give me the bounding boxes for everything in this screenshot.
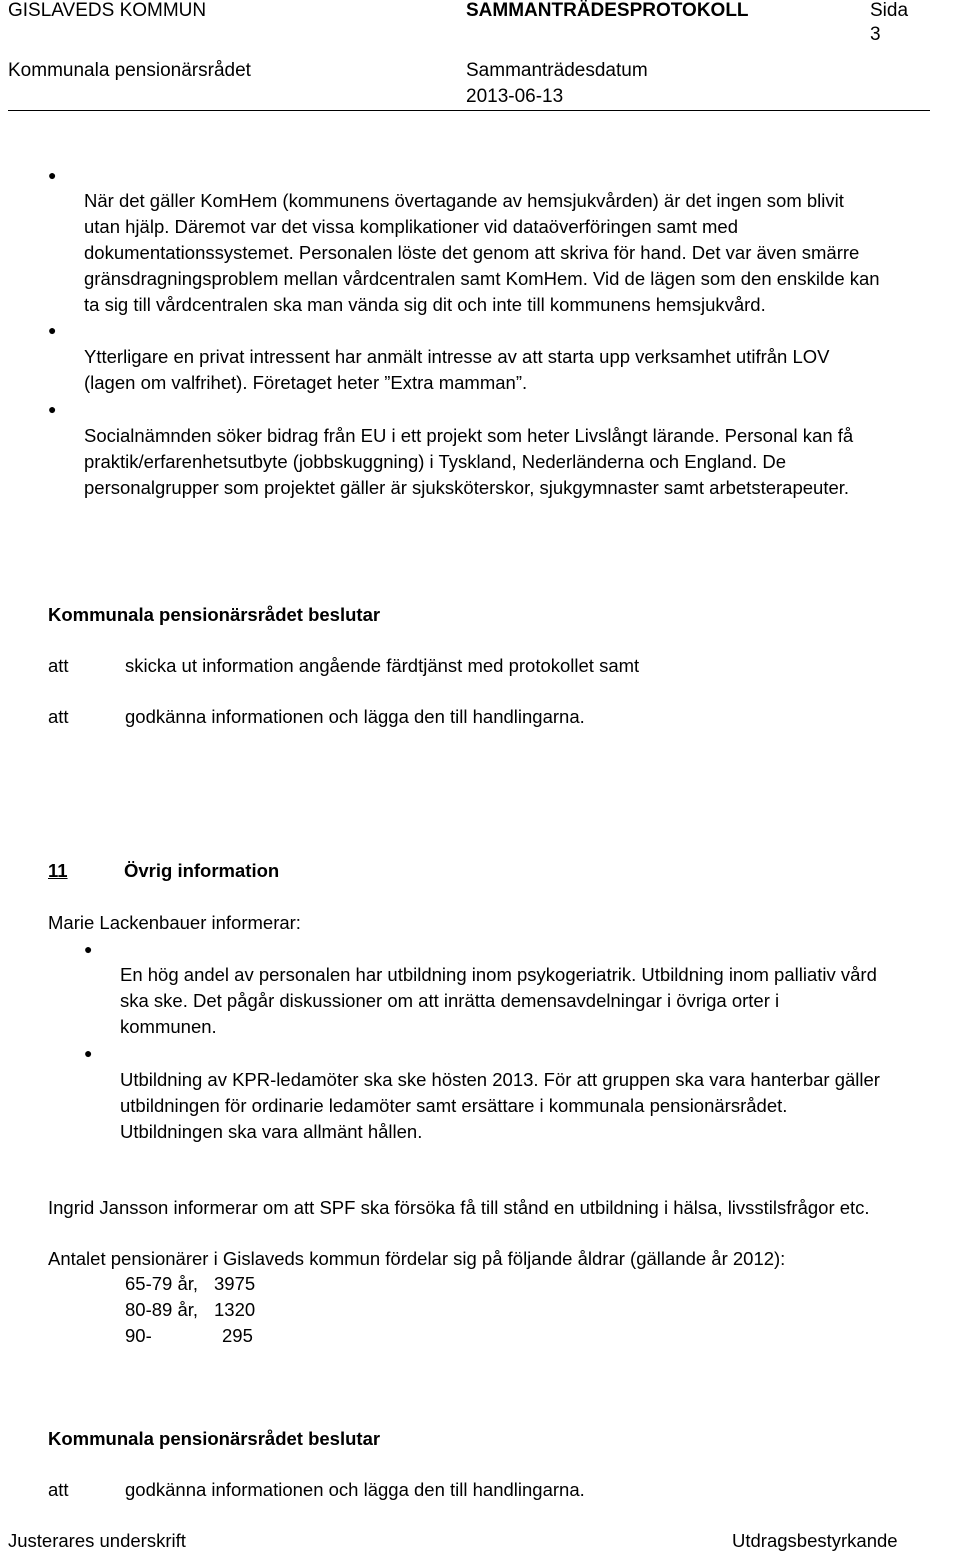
text-line: Utbildningen ska vara allmänt hållen. — [120, 1121, 423, 1142]
age-count: 1320 — [214, 1299, 256, 1320]
text-line: (lagen om valfrihet). Företaget heter ”Extra mamman”. — [84, 372, 528, 393]
decision-prefix: att — [48, 1479, 69, 1500]
section-heading — [48, 860, 279, 882]
page-number: 3 — [870, 24, 881, 45]
text-line: gränsdragningsproblem mellan vårdcentralen samt KomHem. Vid de lägen som den enskilde kan — [84, 268, 880, 289]
decision-prefix: att — [48, 655, 69, 676]
document-type: SAMMANTRÄDESPROTOKOLL — [466, 0, 749, 21]
decision-text: godkänna informationen och lägga den till handlingarna. — [125, 706, 585, 727]
bullet-icon: ● — [48, 401, 57, 417]
text-line: kommunen. — [120, 1016, 217, 1037]
text-line: Utbildning av KPR-ledamöter ska ske hösten 2013. För att gruppen ska vara hanterbar gäller — [120, 1069, 880, 1090]
footer-extract-label: Utdragsbestyrkande — [732, 1530, 898, 1551]
text-line: praktik/erfarenhetsutbyte (jobbskuggning) i Tyskland, Nederländerna och England. De — [84, 451, 787, 472]
age-range: 65-79 år, — [125, 1273, 199, 1294]
text-line: Socialnämnden söker bidrag från EU i ett projekt som heter Livslångt lärande. Personal kan få — [84, 425, 854, 446]
decision-heading: Kommunala pensionärsrådet beslutar — [48, 604, 381, 625]
decision-heading: Kommunala pensionärsrådet beslutar — [48, 1428, 381, 1449]
text-line: En hög andel av personalen har utbildning inom psykogeriatrik. Utbildning inom palliativ vård — [120, 964, 877, 985]
committee-name: Kommunala pensionärsrådet — [8, 60, 251, 81]
text-line: utan hjälp. Däremot var det vissa komplikationer vid dataöverföringen samt med — [84, 216, 738, 237]
text-line: utbildningen för ordinarie ledamöter samt ersättare i kommunala pensionärsrådet. — [120, 1095, 788, 1116]
municipality-name: GISLAVEDS KOMMUN — [8, 0, 207, 21]
text-line: dokumentationssystemet. Personalen löste det genom att skriva för hand. Det var även smärre — [84, 242, 860, 263]
text-line: ta sig till vårdcentralen ska man vända sig dit och inte till kommunens hemsjukvård. — [84, 294, 766, 315]
text-line: Ytterligare en privat intressent har anmält intresse av att starta upp verksamhet utifrån LOV — [84, 346, 830, 367]
section-title: Övrig information — [124, 860, 280, 881]
decision-text: skicka ut information angående färdtjänst med protokollet samt — [125, 655, 640, 676]
age-range: 80-89 år, — [125, 1299, 199, 1320]
bullet-icon: ● — [48, 167, 57, 183]
text-line: När det gäller KomHem (kommunens övertagande av hemsjukvården) är det ingen som blivit — [84, 190, 844, 211]
date-value: 2013-06-13 — [466, 86, 564, 107]
footer-signature-label: Justerares underskrift — [8, 1530, 186, 1551]
page-label: Sida — [870, 0, 909, 21]
decision-prefix: att — [48, 706, 69, 727]
bullet-icon: ● — [84, 1045, 93, 1061]
informant-line: Marie Lackenbauer informerar: — [48, 912, 301, 933]
section-number: 11 — [48, 860, 68, 881]
age-range: 90- — [125, 1325, 152, 1346]
age-count: 295 — [222, 1325, 253, 1346]
bullet-icon: ● — [84, 941, 93, 957]
age-count: 3975 — [214, 1273, 256, 1294]
text-line: ska ske. Det pågår diskussioner om att inrätta demensavdelningar i övriga orter i — [120, 990, 780, 1011]
header-rule — [8, 110, 930, 111]
bullet-icon: ● — [48, 322, 57, 338]
ingrid-info: Ingrid Jansson informerar om att SPF ska försöka få till stånd en utbildning i hälsa, livsstilsfrågor etc. — [48, 1197, 870, 1218]
date-label: Sammanträdesdatum — [466, 60, 648, 81]
text-line: personalgrupper som projektet gäller är sjuksköterskor, sjukgymnaster samt arbetsterapeuter. — [84, 477, 850, 498]
age-intro: Antalet pensionärer i Gislaveds kommun fördelar sig på följande åldrar (gällande år 2012): — [48, 1248, 786, 1269]
decision-text: godkänna informationen och lägga den till handlingarna. — [125, 1479, 585, 1500]
